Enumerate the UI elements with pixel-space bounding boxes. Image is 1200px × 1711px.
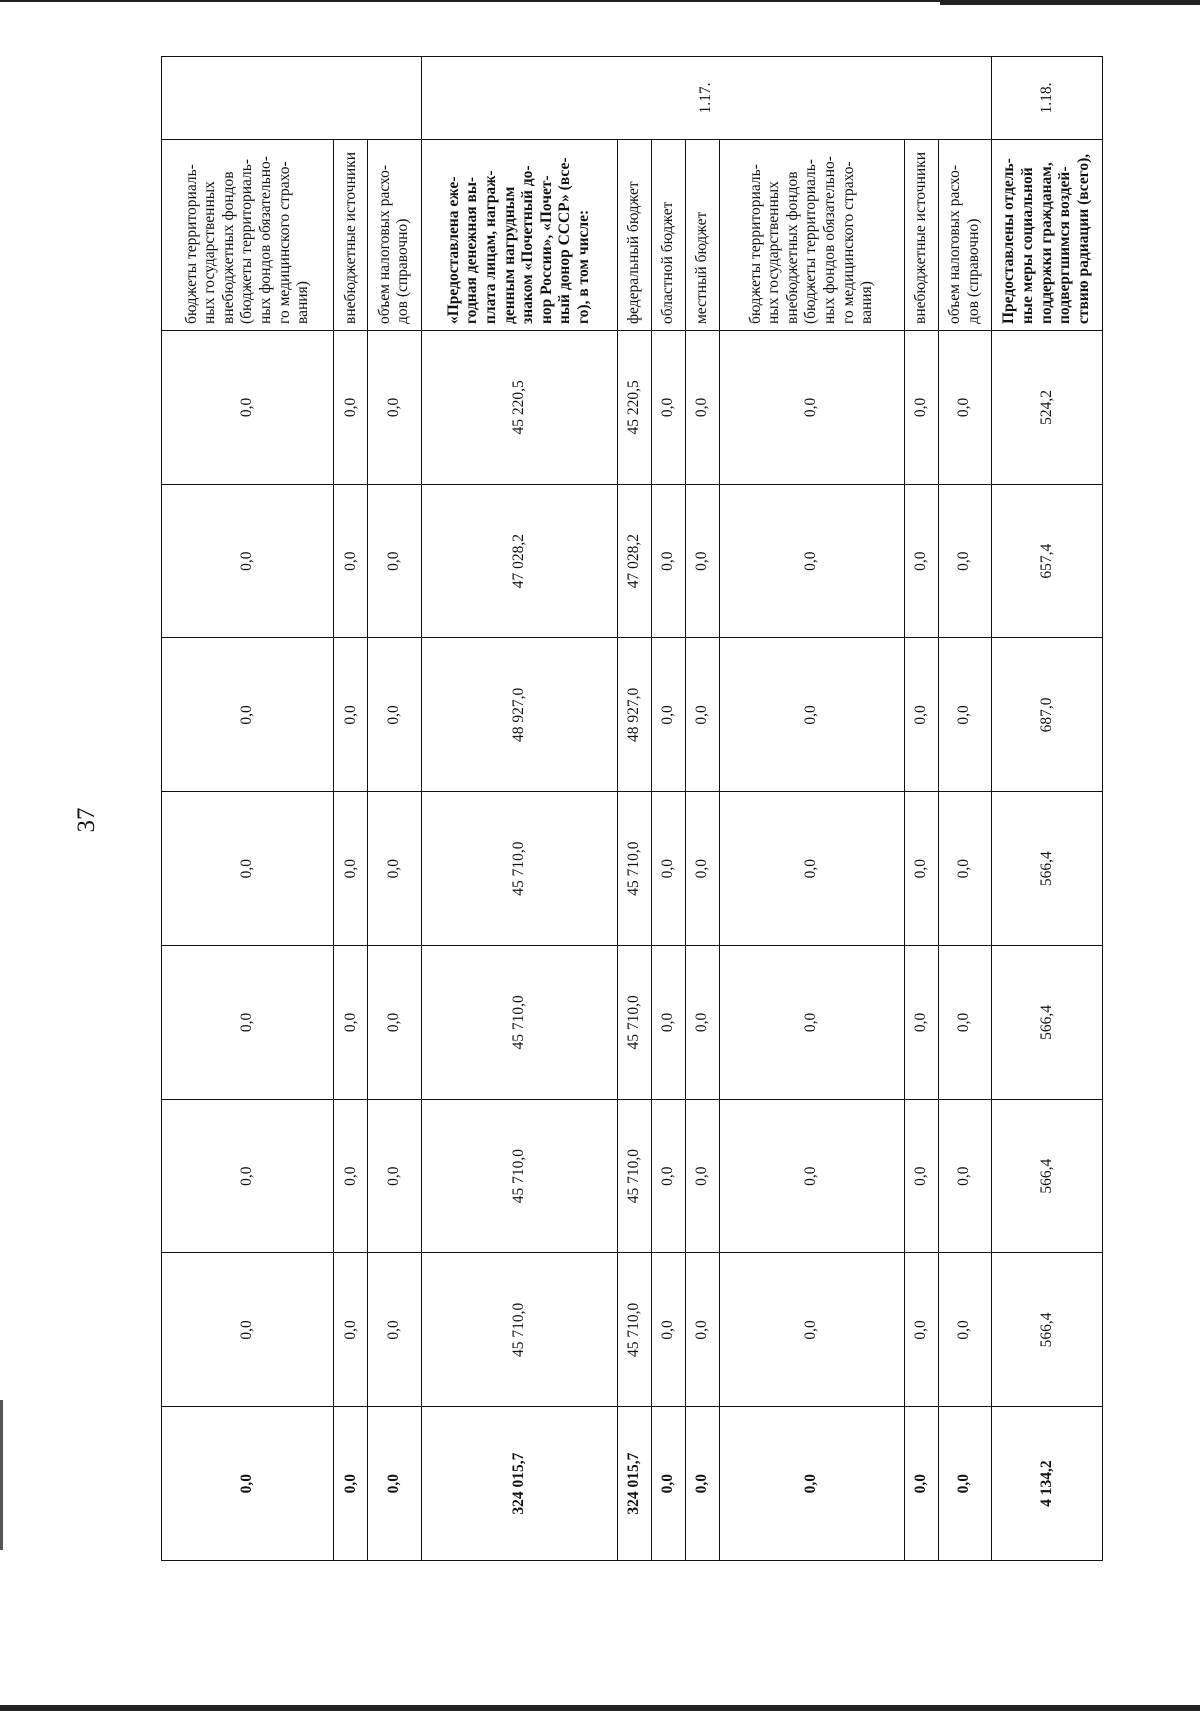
value-cell: 0,0 — [938, 946, 991, 1100]
table-row — [617, 57, 651, 1561]
value-cell: 324 015,7 — [617, 1407, 651, 1561]
page-number: 37 — [73, 807, 100, 833]
value-cell: 45 710,0 — [421, 1253, 617, 1407]
value-cell: 0,0 — [904, 331, 938, 485]
value-cell: 0,0 — [904, 1253, 938, 1407]
value-cell: 566,4 — [991, 946, 1102, 1100]
value-cell: 0,0 — [719, 1099, 904, 1253]
value-cell: 0,0 — [334, 638, 368, 792]
source-label: Предоставлены отдель-ные меры социальной поддержки гражданам, подвергшимся воздей-ствию радиации (всего), — [991, 140, 1102, 331]
value-cell: 45 220,5 — [421, 331, 617, 485]
source-label: областной бюджет — [651, 140, 685, 331]
value-cell: 45 710,0 — [617, 1099, 651, 1253]
value-cell: 0,0 — [334, 1253, 368, 1407]
scan-bottom-border — [0, 1705, 1200, 1711]
value-cell: 0,0 — [719, 946, 904, 1100]
source-label: бюджеты территориаль-ных государственных внебюджетных фондов (бюджеты территориаль-ных фондов обязательно-го медицинского страхо-вания) — [162, 140, 334, 331]
budget-table — [161, 56, 1103, 1561]
source-label: «Предоставлена еже-годная денежная вы-плата лицам, награж-денным нагрудным знаком «Почетный до-нор России», «Почет-ный донор СССР» (все-го), в том числе: — [421, 140, 617, 331]
value-cell: 324 015,7 — [421, 1407, 617, 1561]
value-cell: 0,0 — [651, 1099, 685, 1253]
value-cell: 0,0 — [162, 484, 334, 638]
value-cell: 0,0 — [904, 1099, 938, 1253]
value-cell: 0,0 — [685, 1099, 719, 1253]
value-cell: 0,0 — [719, 1253, 904, 1407]
value-cell: 566,4 — [991, 1253, 1102, 1407]
value-cell: 0,0 — [938, 638, 991, 792]
value-cell: 0,0 — [162, 1099, 334, 1253]
table-row — [685, 57, 719, 1561]
source-label: объем налоговых расхо-дов (справочно) — [368, 140, 421, 331]
value-cell: 0,0 — [368, 638, 421, 792]
value-cell: 0,0 — [368, 484, 421, 638]
source-label: внебюджетные источники — [334, 140, 368, 331]
source-label: объем налоговых расхо-дов (справочно) — [938, 140, 991, 331]
value-cell: 566,4 — [991, 1099, 1102, 1253]
table-row — [938, 57, 991, 1561]
value-cell: 0,0 — [685, 1407, 719, 1561]
value-cell: 0,0 — [685, 792, 719, 946]
value-cell: 0,0 — [651, 331, 685, 485]
value-cell: 4 134,2 — [991, 1407, 1102, 1561]
value-cell: 0,0 — [334, 484, 368, 638]
value-cell: 0,0 — [162, 331, 334, 485]
value-cell: 47 028,2 — [421, 484, 617, 638]
row-number — [162, 57, 422, 140]
value-cell: 45 710,0 — [617, 1253, 651, 1407]
value-cell: 0,0 — [938, 484, 991, 638]
value-cell: 48 927,0 — [421, 638, 617, 792]
table-row — [904, 57, 938, 1561]
value-cell: 0,0 — [368, 331, 421, 485]
value-cell: 0,0 — [651, 484, 685, 638]
value-cell: 0,0 — [938, 331, 991, 485]
value-cell: 0,0 — [651, 638, 685, 792]
value-cell: 566,4 — [991, 792, 1102, 946]
value-cell: 0,0 — [685, 946, 719, 1100]
value-cell: 0,0 — [334, 1407, 368, 1561]
value-cell: 0,0 — [719, 484, 904, 638]
value-cell: 0,0 — [719, 331, 904, 485]
value-cell: 0,0 — [685, 484, 719, 638]
value-cell: 0,0 — [651, 946, 685, 1100]
row-number: 1.18. — [991, 57, 1102, 140]
value-cell: 0,0 — [719, 792, 904, 946]
value-cell: 0,0 — [904, 946, 938, 1100]
value-cell: 45 710,0 — [421, 792, 617, 946]
source-label: внебюджетные источники — [904, 140, 938, 331]
value-cell: 0,0 — [162, 1253, 334, 1407]
value-cell: 0,0 — [368, 792, 421, 946]
value-cell: 0,0 — [334, 1099, 368, 1253]
value-cell: 0,0 — [162, 946, 334, 1100]
value-cell: 0,0 — [368, 1407, 421, 1561]
value-cell: 0,0 — [162, 638, 334, 792]
table-row — [334, 57, 368, 1561]
value-cell: 0,0 — [334, 331, 368, 485]
value-cell: 0,0 — [368, 1253, 421, 1407]
row-number: 1.17. — [421, 57, 991, 140]
value-cell: 45 710,0 — [617, 792, 651, 946]
table-row — [991, 57, 1102, 1561]
value-cell: 48 927,0 — [617, 638, 651, 792]
value-cell: 45 710,0 — [421, 946, 617, 1100]
value-cell: 0,0 — [719, 638, 904, 792]
value-cell: 45 220,5 — [617, 331, 651, 485]
source-label: федеральный бюджет — [617, 140, 651, 331]
budget-table-wrapper — [161, 56, 1103, 1561]
value-cell: 0,0 — [334, 792, 368, 946]
value-cell: 47 028,2 — [617, 484, 651, 638]
source-label: местный бюджет — [685, 140, 719, 331]
value-cell: 657,4 — [991, 484, 1102, 638]
source-label: бюджеты территориаль-ных государственных внебюджетных фондов (бюджеты территориаль-ных фондов обязательно-го медицинского страхо-вания) — [719, 140, 904, 331]
value-cell: 0,0 — [685, 638, 719, 792]
value-cell: 0,0 — [368, 1099, 421, 1253]
value-cell: 0,0 — [938, 792, 991, 946]
value-cell: 0,0 — [719, 1407, 904, 1561]
value-cell: 0,0 — [651, 1253, 685, 1407]
value-cell: 0,0 — [904, 638, 938, 792]
value-cell: 0,0 — [162, 1407, 334, 1561]
table-row — [368, 57, 421, 1561]
value-cell: 0,0 — [368, 946, 421, 1100]
value-cell: 0,0 — [334, 946, 368, 1100]
table-row — [719, 57, 904, 1561]
value-cell: 0,0 — [938, 1253, 991, 1407]
value-cell: 45 710,0 — [617, 946, 651, 1100]
value-cell: 0,0 — [162, 792, 334, 946]
table-row — [651, 57, 685, 1561]
value-cell: 45 710,0 — [421, 1099, 617, 1253]
value-cell: 687,0 — [991, 638, 1102, 792]
value-cell: 0,0 — [685, 1253, 719, 1407]
table-row — [162, 57, 334, 1561]
value-cell: 0,0 — [938, 1099, 991, 1253]
value-cell: 0,0 — [938, 1407, 991, 1561]
value-cell: 524,2 — [991, 331, 1102, 485]
value-cell: 0,0 — [685, 331, 719, 485]
scan-top-border-thick — [940, 0, 1200, 5]
value-cell: 0,0 — [651, 1407, 685, 1561]
value-cell: 0,0 — [904, 484, 938, 638]
scan-left-mark — [0, 1400, 3, 1550]
table-row — [421, 57, 617, 1561]
value-cell: 0,0 — [651, 792, 685, 946]
value-cell: 0,0 — [904, 1407, 938, 1561]
value-cell: 0,0 — [904, 792, 938, 946]
